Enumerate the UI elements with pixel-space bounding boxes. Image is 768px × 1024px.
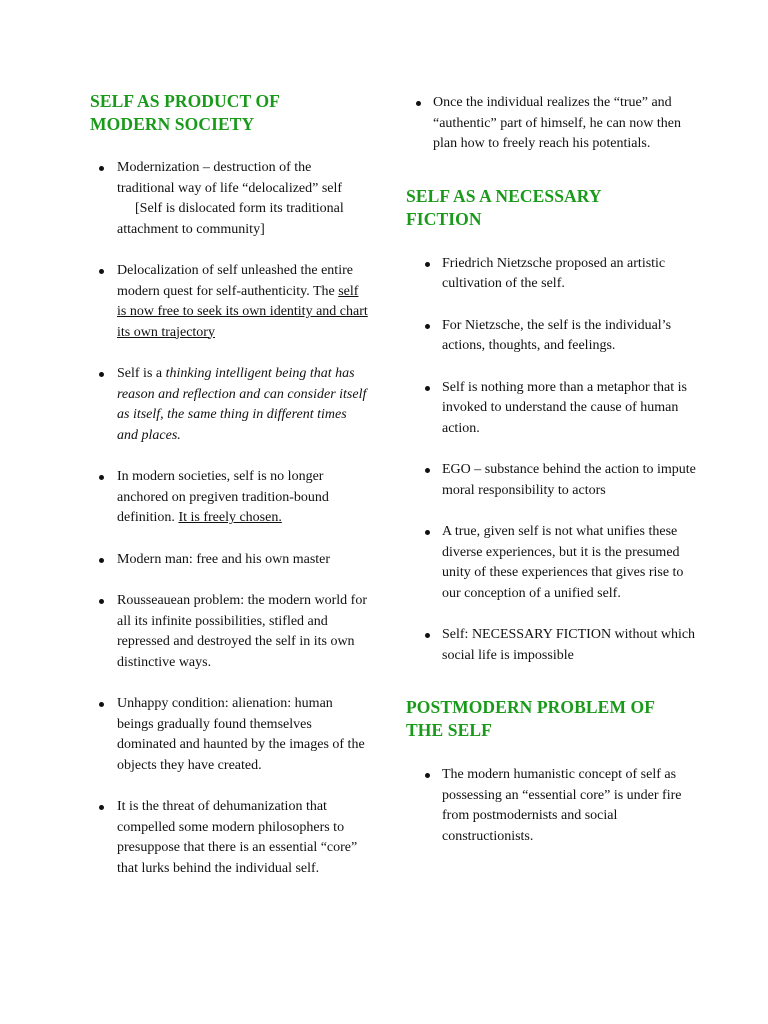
- list-item: [90, 694, 370, 776]
- bullet-list-modern-society: [90, 158, 370, 879]
- list-item: [415, 254, 696, 295]
- right-column: [406, 93, 696, 847]
- list-item: [415, 625, 696, 666]
- list-item: [415, 460, 696, 501]
- list-item-text: In modern societies, self is no longer anchored on pregiven tradition-bound definition.: [117, 469, 329, 525]
- list-item-text: Self: NECESSARY FICTION without which social life is impossible: [442, 627, 696, 663]
- list-item-text: Modernization – destruction of the traditional way of life “delocalized” self: [117, 160, 343, 196]
- list-item-note: [Self is dislocated form its traditional attachment to community]: [117, 201, 344, 237]
- list-item-text: It is the threat of dehumanization that compelled some modern philosophers to presuppose that there is an essential “core” that lurks behind the individual self.: [117, 799, 358, 876]
- list-item: [415, 316, 696, 357]
- bullet-list-intro: [406, 93, 696, 155]
- list-item-text: Once the individual realizes the “true” and “authentic” part of himself, he can now then plan how to freely reach his potentials.: [433, 95, 682, 151]
- section-heading-modern-society: SELF AS PRODUCT OF MODERN SOCIETY: [90, 91, 280, 134]
- list-item-text: Self is nothing more than a metaphor that is invoked to understand the cause of human action.: [442, 379, 687, 436]
- list-item-text: For Nietzsche, the self is the individual’s actions, thoughts, and feelings.: [442, 317, 672, 353]
- list-item-text: Friedrich Nietzsche proposed an artistic cultivation of the self.: [442, 255, 666, 291]
- list-item: [90, 550, 370, 571]
- list-item-text: Rousseauean problem: the modern world for all its infinite possibilities, stifled and repressed and destroyed the self in its own distinctive ways.: [117, 593, 367, 670]
- list-item-text: Delocalization of self unleashed the entire modern quest for self-authenticity. The: [117, 263, 353, 299]
- list-item-text: EGO – substance behind the action to impute moral responsibility to actors: [442, 462, 696, 498]
- section-heading-postmodern-problem: POSTMODERN PROBLEM OF THE SELF: [406, 697, 655, 740]
- list-item: [90, 467, 370, 529]
- list-item: [90, 797, 370, 879]
- list-item-text: The modern humanistic concept of self as possessing an “essential core” is under fire from postmodernists and social constructionists.: [442, 767, 682, 844]
- list-item: [90, 591, 370, 673]
- list-item: [90, 364, 370, 446]
- list-item-underlined-text: It is freely chosen.: [178, 510, 282, 525]
- list-item-text: Unhappy condition: alienation: human beings gradually found themselves dominated and haunted by the images of the objects they have created.: [117, 696, 365, 773]
- bullet-list-postmodern: [406, 765, 696, 847]
- left-column: [90, 90, 370, 879]
- list-item-text: Self is a: [117, 366, 166, 381]
- list-item-text: Modern man: free and his own master: [117, 551, 331, 567]
- list-item: [415, 378, 696, 440]
- list-item-underlined-text: self is now free to seek its own identity and chart its own trajectory: [117, 283, 368, 340]
- list-item: [406, 93, 696, 155]
- bullet-list-necessary-fiction: [406, 254, 696, 667]
- list-item-text: A true, given self is not what unifies these diverse experiences, but it is the presumed unity of these experiences that gives rise to our conception of a unified self.: [442, 524, 684, 601]
- list-item: [90, 261, 370, 343]
- list-item-italic-text: thinking intelligent being that has reason and reflection and can consider itself as itself, the same thing in different times and places.: [117, 366, 367, 443]
- list-item: [415, 522, 696, 604]
- list-item: [415, 765, 696, 847]
- section-heading-necessary-fiction: SELF AS A NECESSARY FICTION: [406, 185, 601, 229]
- list-item: [90, 158, 370, 240]
